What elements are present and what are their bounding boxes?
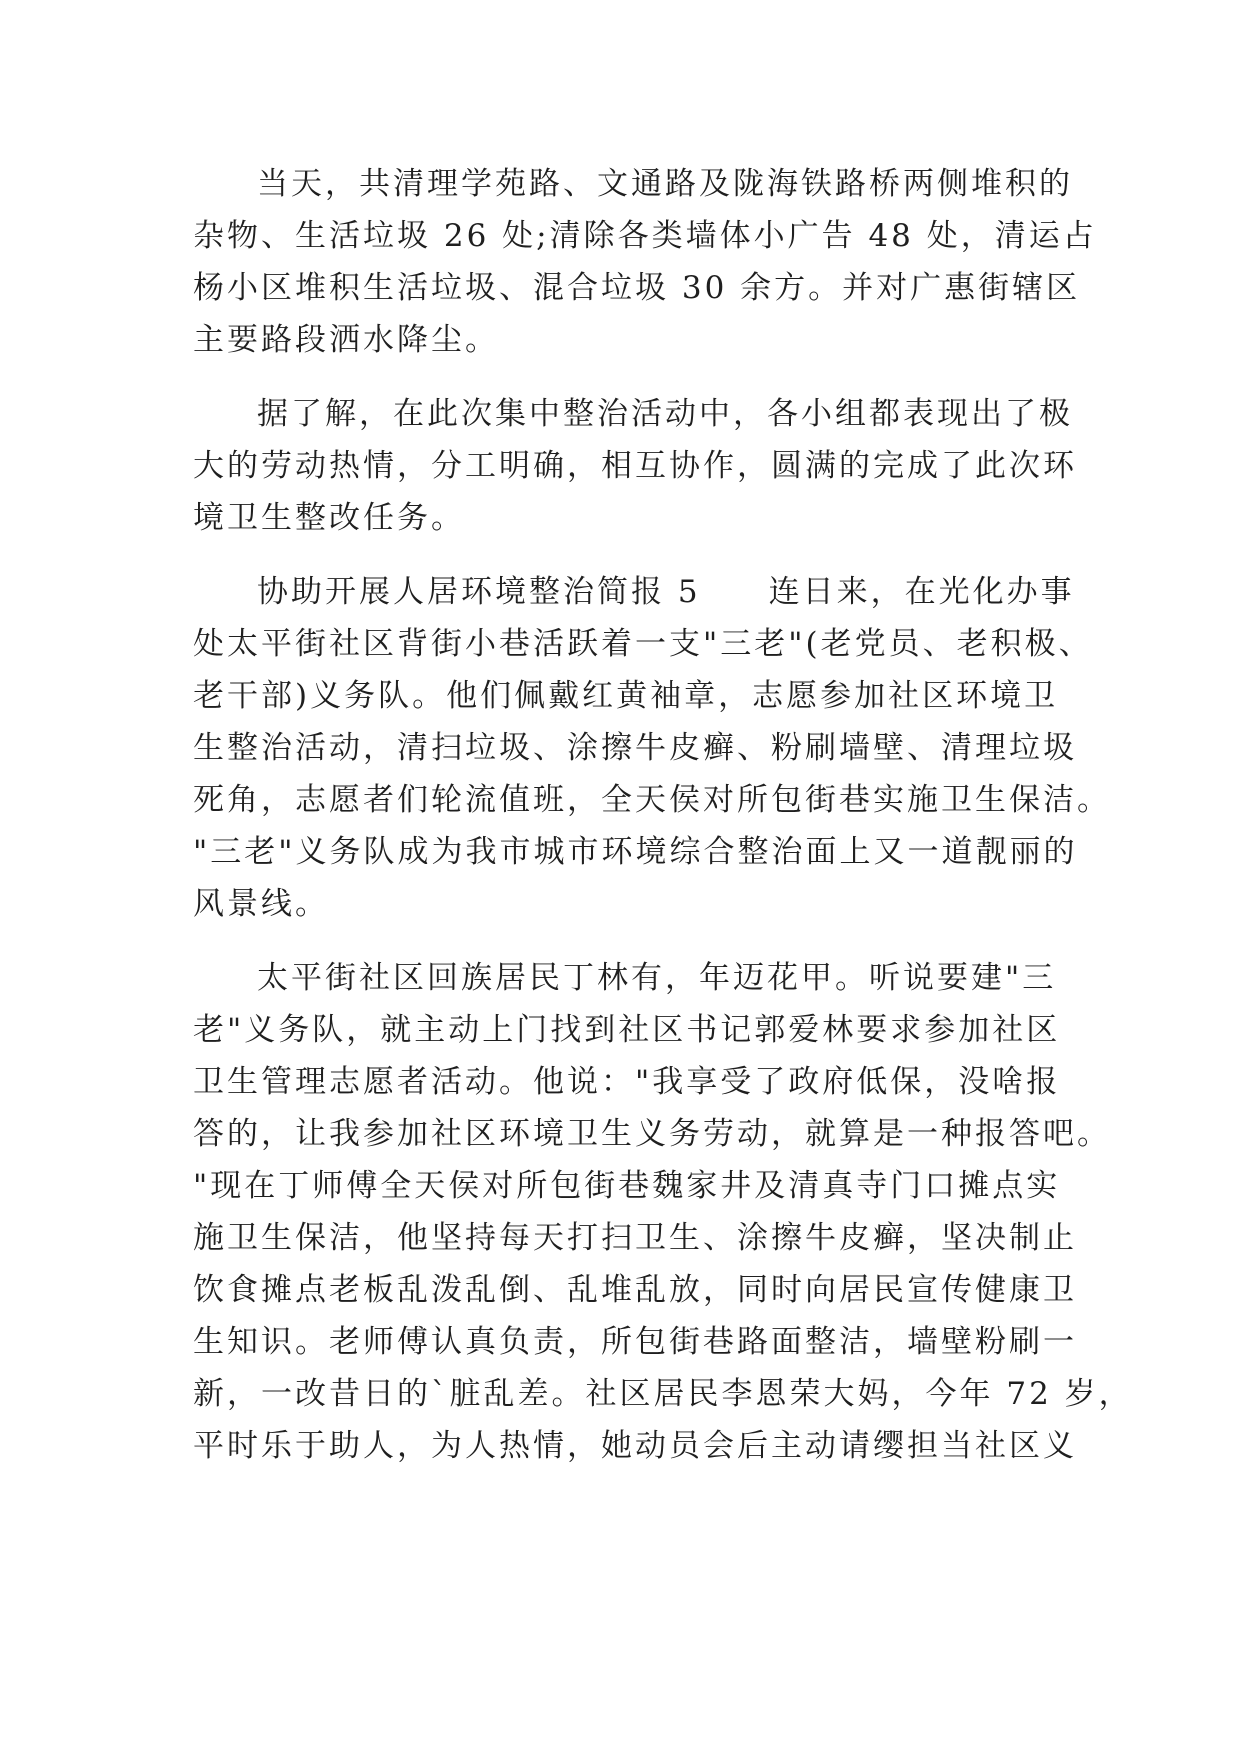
text-line: 饮食摊点老板乱泼乱倒、乱堆乱放，同时向居民宣传健康卫 bbox=[193, 1272, 1077, 1308]
text-line: 杂物、生活垃圾 26 处;清除各类墙体小广告 48 处，清运占 bbox=[193, 218, 1097, 254]
text-line: "三老"义务队成为我市城市环境综合整治面上又一道靓丽的 bbox=[193, 834, 1078, 870]
text-line: 老干部)义务队。他们佩戴红黄袖章，志愿参加社区环境卫 bbox=[193, 678, 1059, 714]
text-line: 大的劳动热情，分工明确，相互协作，圆满的完成了此次环 bbox=[193, 448, 1077, 484]
text-line: 死角，志愿者们轮流值班，全天侯对所包街巷实施卫生保洁。 bbox=[193, 782, 1111, 818]
text-line: 答的，让我参加社区环境卫生义务劳动，就算是一种报答吧。 bbox=[193, 1116, 1111, 1152]
text-line: 平时乐于助人，为人热情，她动员会后主动请缨担当社区义 bbox=[193, 1428, 1077, 1464]
text-line: 主要路段洒水降尘。 bbox=[193, 322, 499, 358]
text-line: "现在丁师傅全天侯对所包街巷魏家井及清真寺门口摊点实 bbox=[193, 1168, 1061, 1204]
text-line: 卫生管理志愿者活动。他说："我享受了政府低保，没啥报 bbox=[193, 1064, 1061, 1100]
text-line: 太平街社区回族居民丁林有，年迈花甲。听说要建"三 bbox=[257, 960, 1057, 996]
text-line: 老"义务队，就主动上门找到社区书记郭爱林要求参加社区 bbox=[193, 1012, 1061, 1048]
text-line: 据了解，在此次集中整治活动中，各小组都表现出了极 bbox=[257, 396, 1073, 432]
text-line: 生整治活动，清扫垃圾、涂擦牛皮癣、粉刷墙壁、清理垃圾 bbox=[193, 730, 1077, 766]
text-line: 施卫生保洁，他坚持每天打扫卫生、涂擦牛皮癣，坚决制止 bbox=[193, 1220, 1077, 1256]
text-line: 协助开展人居环境整治简报 5 连日来，在光化办事 bbox=[257, 574, 1075, 610]
text-line: 境卫生整改任务。 bbox=[193, 500, 465, 536]
text-line: 生知识。老师傅认真负责，所包街巷路面整洁，墙壁粉刷一 bbox=[193, 1324, 1077, 1360]
text-line: 杨小区堆积生活垃圾、混合垃圾 30 余方。并对广惠街辖区 bbox=[193, 270, 1081, 306]
text-line: 风景线。 bbox=[193, 886, 329, 922]
text-line: 新，一改昔日的`脏乱差。社区居民李恩荣大妈，今年 72 岁， bbox=[193, 1376, 1133, 1412]
text-line: 处太平街社区背街小巷活跃着一支"三老"(老党员、老积极、 bbox=[193, 626, 1093, 662]
text-line: 当天，共清理学苑路、文通路及陇海铁路桥两侧堆积的 bbox=[257, 166, 1073, 202]
